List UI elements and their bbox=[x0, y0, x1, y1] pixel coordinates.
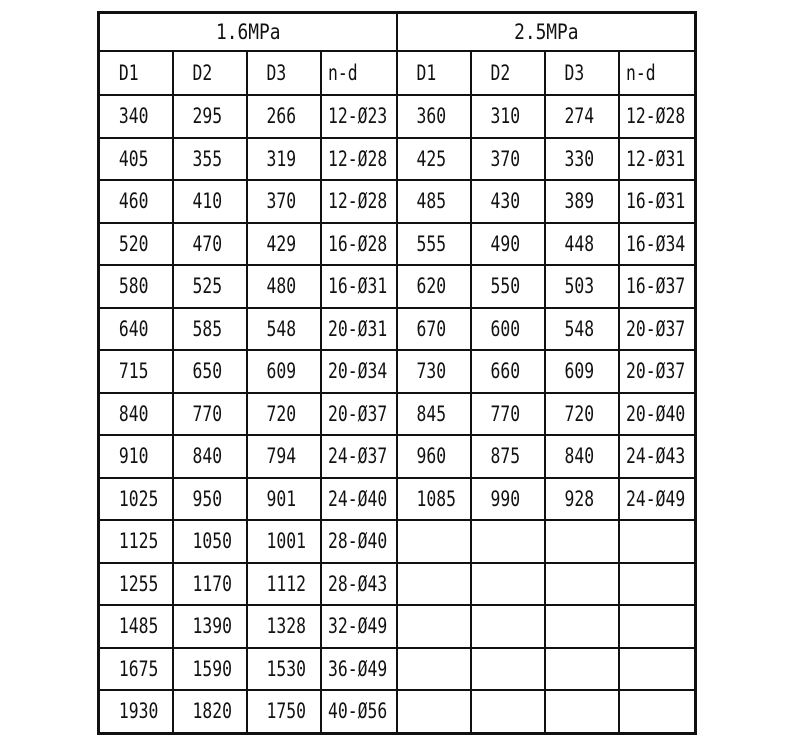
cell-1-6mpa-n-d: 24-Ø37 bbox=[321, 435, 380, 478]
cell-1-6mpa-d2: 525 bbox=[173, 265, 231, 308]
cell-2-5mpa-d1: 1085 bbox=[397, 478, 455, 521]
cell-2-5mpa-d3 bbox=[545, 648, 603, 691]
cell-2-5mpa-d1: 620 bbox=[397, 265, 455, 308]
column-header-n-d: n-d bbox=[619, 51, 679, 95]
cell-2-5mpa-d2 bbox=[471, 690, 529, 733]
cell-2-5mpa-d2: 490 bbox=[471, 223, 529, 266]
column-header-d3: D3 bbox=[545, 51, 603, 95]
column-header-row bbox=[99, 51, 696, 95]
cell-1-6mpa-d3: 794 bbox=[247, 435, 305, 478]
cell-2-5mpa-n-d bbox=[619, 648, 679, 691]
cell-2-5mpa-d1: 555 bbox=[397, 223, 455, 266]
cell-1-6mpa-n-d: 12-Ø28 bbox=[321, 138, 380, 181]
cell-2-5mpa-n-d: 12-Ø28 bbox=[619, 95, 679, 138]
cell-2-5mpa-n-d: 24-Ø49 bbox=[619, 478, 679, 521]
cell-2-5mpa-d3: 840 bbox=[545, 435, 603, 478]
cell-2-5mpa-d1: 845 bbox=[397, 393, 455, 436]
cell-1-6mpa-d3: 720 bbox=[247, 393, 305, 436]
cell-2-5mpa-d1: 960 bbox=[397, 435, 455, 478]
table-row bbox=[99, 138, 696, 181]
cell-1-6mpa-d1: 1675 bbox=[99, 648, 157, 691]
cell-1-6mpa-d2: 1170 bbox=[173, 563, 231, 606]
cell-2-5mpa-d2: 600 bbox=[471, 308, 529, 351]
column-header-n-d: n-d bbox=[321, 51, 380, 95]
cell-2-5mpa-n-d: 20-Ø40 bbox=[619, 393, 679, 436]
cell-2-5mpa-d3: 330 bbox=[545, 138, 603, 181]
cell-1-6mpa-n-d: 40-Ø56 bbox=[321, 690, 380, 733]
cell-2-5mpa-n-d: 16-Ø31 bbox=[619, 180, 679, 223]
cell-2-5mpa-d1 bbox=[397, 520, 455, 563]
cell-1-6mpa-n-d: 20-Ø37 bbox=[321, 393, 380, 436]
cell-2-5mpa-n-d: 12-Ø31 bbox=[619, 138, 679, 181]
cell-1-6mpa-d2: 295 bbox=[173, 95, 231, 138]
column-header-d2: D2 bbox=[471, 51, 529, 95]
table-row bbox=[99, 308, 696, 351]
cell-2-5mpa-n-d: 24-Ø43 bbox=[619, 435, 679, 478]
table-row bbox=[99, 223, 696, 266]
cell-1-6mpa-d3: 548 bbox=[247, 308, 305, 351]
cell-1-6mpa-d2: 1390 bbox=[173, 605, 231, 648]
cell-2-5mpa-d3: 274 bbox=[545, 95, 603, 138]
cell-2-5mpa-n-d bbox=[619, 605, 679, 648]
table-row bbox=[99, 520, 696, 563]
cell-1-6mpa-d3: 1530 bbox=[247, 648, 305, 691]
column-header-d1: D1 bbox=[397, 51, 455, 95]
cell-1-6mpa-d3: 1112 bbox=[247, 563, 305, 606]
cell-1-6mpa-d2: 770 bbox=[173, 393, 231, 436]
cell-2-5mpa-d2: 660 bbox=[471, 350, 529, 393]
table-row bbox=[99, 435, 696, 478]
cell-1-6mpa-n-d: 20-Ø31 bbox=[321, 308, 380, 351]
cell-2-5mpa-n-d bbox=[619, 563, 679, 606]
cell-1-6mpa-d3: 1328 bbox=[247, 605, 305, 648]
column-header-d1: D1 bbox=[99, 51, 157, 95]
cell-1-6mpa-d2: 650 bbox=[173, 350, 231, 393]
cell-2-5mpa-d2: 430 bbox=[471, 180, 529, 223]
pressure-header-row bbox=[99, 13, 696, 52]
cell-2-5mpa-d2 bbox=[471, 563, 529, 606]
cell-1-6mpa-d2: 1820 bbox=[173, 690, 231, 733]
cell-1-6mpa-d2: 470 bbox=[173, 223, 231, 266]
pressure-group-1-6mpa: 1.6MPa bbox=[121, 13, 374, 52]
cell-2-5mpa-d3: 928 bbox=[545, 478, 603, 521]
table-row bbox=[99, 605, 696, 648]
cell-2-5mpa-d3 bbox=[545, 520, 603, 563]
cell-1-6mpa-d3: 901 bbox=[247, 478, 305, 521]
table-row bbox=[99, 265, 696, 308]
cell-1-6mpa-d2: 585 bbox=[173, 308, 231, 351]
cell-1-6mpa-d3: 266 bbox=[247, 95, 305, 138]
cell-2-5mpa-d1: 670 bbox=[397, 308, 455, 351]
cell-1-6mpa-n-d: 28-Ø40 bbox=[321, 520, 380, 563]
cell-2-5mpa-n-d bbox=[619, 690, 679, 733]
table-row bbox=[99, 690, 696, 733]
cell-2-5mpa-d2 bbox=[471, 520, 529, 563]
table-row bbox=[99, 478, 696, 521]
cell-1-6mpa-d2: 950 bbox=[173, 478, 231, 521]
cell-2-5mpa-d1 bbox=[397, 605, 455, 648]
cell-1-6mpa-d2: 840 bbox=[173, 435, 231, 478]
cell-1-6mpa-n-d: 16-Ø31 bbox=[321, 265, 380, 308]
cell-2-5mpa-d2 bbox=[471, 605, 529, 648]
cell-1-6mpa-d3: 480 bbox=[247, 265, 305, 308]
flange-dimension-table bbox=[97, 11, 697, 735]
table-row bbox=[99, 350, 696, 393]
cell-1-6mpa-d1: 1125 bbox=[99, 520, 157, 563]
cell-1-6mpa-d2: 1050 bbox=[173, 520, 231, 563]
table-body bbox=[99, 13, 696, 734]
table-row bbox=[99, 95, 696, 138]
cell-1-6mpa-d1: 1025 bbox=[99, 478, 157, 521]
cell-1-6mpa-n-d: 12-Ø28 bbox=[321, 180, 380, 223]
cell-2-5mpa-d1: 360 bbox=[397, 95, 455, 138]
cell-2-5mpa-d1: 730 bbox=[397, 350, 455, 393]
cell-1-6mpa-d3: 609 bbox=[247, 350, 305, 393]
table-row bbox=[99, 180, 696, 223]
cell-2-5mpa-d3: 389 bbox=[545, 180, 603, 223]
cell-1-6mpa-n-d: 24-Ø40 bbox=[321, 478, 380, 521]
cell-2-5mpa-d1 bbox=[397, 563, 455, 606]
cell-2-5mpa-n-d: 16-Ø37 bbox=[619, 265, 679, 308]
cell-1-6mpa-d1: 1255 bbox=[99, 563, 157, 606]
cell-2-5mpa-d3 bbox=[545, 690, 603, 733]
cell-2-5mpa-d2: 370 bbox=[471, 138, 529, 181]
cell-2-5mpa-d2: 550 bbox=[471, 265, 529, 308]
cell-2-5mpa-n-d: 20-Ø37 bbox=[619, 308, 679, 351]
cell-2-5mpa-n-d: 20-Ø37 bbox=[619, 350, 679, 393]
cell-1-6mpa-d3: 370 bbox=[247, 180, 305, 223]
cell-1-6mpa-d3: 1001 bbox=[247, 520, 305, 563]
cell-2-5mpa-d3: 609 bbox=[545, 350, 603, 393]
cell-1-6mpa-n-d: 36-Ø49 bbox=[321, 648, 380, 691]
cell-1-6mpa-d1: 520 bbox=[99, 223, 157, 266]
cell-2-5mpa-d2: 875 bbox=[471, 435, 529, 478]
cell-2-5mpa-d2 bbox=[471, 648, 529, 691]
cell-1-6mpa-d1: 580 bbox=[99, 265, 157, 308]
cell-2-5mpa-d1 bbox=[397, 690, 455, 733]
column-header-d3: D3 bbox=[247, 51, 305, 95]
cell-1-6mpa-d2: 410 bbox=[173, 180, 231, 223]
cell-2-5mpa-d3: 548 bbox=[545, 308, 603, 351]
cell-1-6mpa-n-d: 32-Ø49 bbox=[321, 605, 380, 648]
cell-2-5mpa-d3: 448 bbox=[545, 223, 603, 266]
cell-1-6mpa-n-d: 20-Ø34 bbox=[321, 350, 380, 393]
cell-2-5mpa-d2: 990 bbox=[471, 478, 529, 521]
cell-1-6mpa-d1: 1485 bbox=[99, 605, 157, 648]
cell-1-6mpa-n-d: 28-Ø43 bbox=[321, 563, 380, 606]
cell-1-6mpa-n-d: 12-Ø23 bbox=[321, 95, 380, 138]
column-header-d2: D2 bbox=[173, 51, 231, 95]
cell-2-5mpa-d1: 425 bbox=[397, 138, 455, 181]
cell-2-5mpa-d2: 310 bbox=[471, 95, 529, 138]
cell-2-5mpa-d1 bbox=[397, 648, 455, 691]
cell-2-5mpa-n-d: 16-Ø34 bbox=[619, 223, 679, 266]
pressure-group-2-5mpa: 2.5MPa bbox=[419, 13, 673, 52]
cell-1-6mpa-d1: 840 bbox=[99, 393, 157, 436]
cell-1-6mpa-d1: 640 bbox=[99, 308, 157, 351]
cell-1-6mpa-d3: 429 bbox=[247, 223, 305, 266]
cell-2-5mpa-d3: 503 bbox=[545, 265, 603, 308]
cell-1-6mpa-d1: 340 bbox=[99, 95, 157, 138]
cell-2-5mpa-d3 bbox=[545, 563, 603, 606]
cell-1-6mpa-d1: 460 bbox=[99, 180, 157, 223]
cell-1-6mpa-d1: 715 bbox=[99, 350, 157, 393]
table-row bbox=[99, 648, 696, 691]
cell-2-5mpa-d3: 720 bbox=[545, 393, 603, 436]
cell-1-6mpa-d2: 1590 bbox=[173, 648, 231, 691]
cell-1-6mpa-d2: 355 bbox=[173, 138, 231, 181]
table-row bbox=[99, 563, 696, 606]
cell-2-5mpa-d2: 770 bbox=[471, 393, 529, 436]
cell-2-5mpa-n-d bbox=[619, 520, 679, 563]
cell-1-6mpa-d1: 910 bbox=[99, 435, 157, 478]
cell-1-6mpa-d1: 405 bbox=[99, 138, 157, 181]
cell-1-6mpa-d1: 1930 bbox=[99, 690, 157, 733]
cell-1-6mpa-n-d: 16-Ø28 bbox=[321, 223, 380, 266]
cell-2-5mpa-d1: 485 bbox=[397, 180, 455, 223]
cell-2-5mpa-d3 bbox=[545, 605, 603, 648]
table-row bbox=[99, 393, 696, 436]
cell-1-6mpa-d3: 319 bbox=[247, 138, 305, 181]
cell-1-6mpa-d3: 1750 bbox=[247, 690, 305, 733]
